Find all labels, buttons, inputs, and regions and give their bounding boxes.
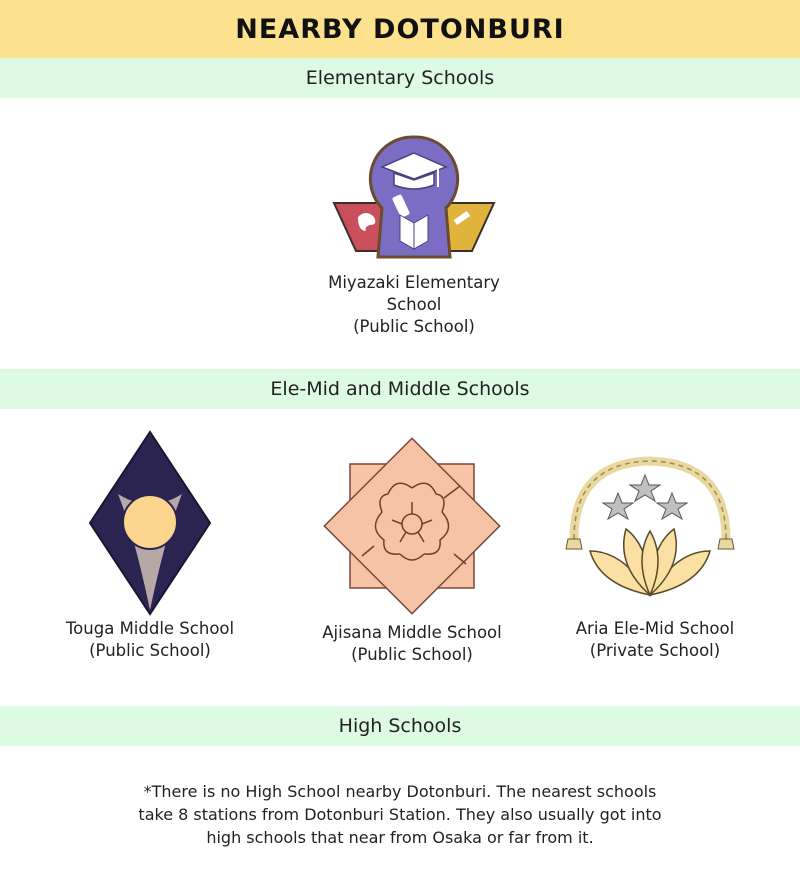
lotus-stars-rope-emblem xyxy=(560,455,740,605)
school-name: Touga Middle School xyxy=(65,619,235,638)
school-name: Ajisana Middle School xyxy=(322,623,502,642)
school-name: Miyazaki Elementary xyxy=(328,273,500,292)
high-school-note xyxy=(100,780,700,849)
note-line: take 8 stations from Dotonburi Station. They also usually got into xyxy=(138,805,662,824)
school-type: (Public School) xyxy=(351,645,473,664)
keyhole-graduation-cap-emblem xyxy=(330,133,498,261)
note-line: high schools that near from Osaka or far from it. xyxy=(206,828,594,847)
diamond-sun-emblem xyxy=(88,430,212,616)
section-heading-elementary: Elementary Schools xyxy=(0,58,800,98)
school-type: (Public School) xyxy=(89,641,211,660)
page-title: NEARBY DOTONBURI xyxy=(235,13,565,45)
school-type: (Public School) xyxy=(353,317,475,336)
title-bar xyxy=(0,0,800,58)
school-name: Aria Ele-Mid School xyxy=(575,619,735,638)
school-caption-touga xyxy=(40,618,260,662)
school-caption-aria xyxy=(540,618,770,662)
school-caption-miyazaki xyxy=(300,272,528,338)
section-heading-middle: Ele-Mid and Middle Schools xyxy=(0,369,800,409)
note-line: *There is no High School nearby Dotonburi. The nearest schools xyxy=(143,782,657,801)
school-caption-ajisana xyxy=(292,622,532,666)
school-name: School xyxy=(386,295,442,314)
flower-square-emblem xyxy=(322,436,502,616)
school-type: (Private School) xyxy=(589,641,721,660)
section-heading-high: High Schools xyxy=(0,706,800,746)
